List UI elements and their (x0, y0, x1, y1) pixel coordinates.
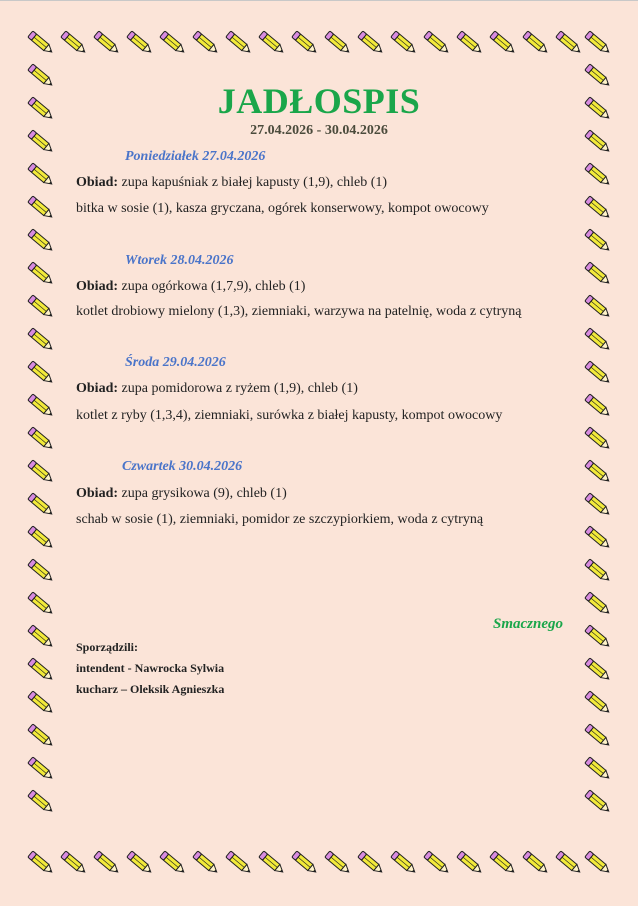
pencil-icon (521, 848, 551, 878)
pencil-icon (521, 28, 551, 58)
pencil-icon (26, 688, 56, 718)
pencil-icon (583, 292, 613, 322)
pencil-icon (26, 754, 56, 784)
pencil-icon (257, 848, 287, 878)
pencil-icon (583, 424, 613, 454)
wednesday-soup-line (76, 381, 358, 397)
monday-soup-line (76, 175, 387, 191)
pencil-icon (26, 589, 56, 619)
pencil-icon (583, 787, 613, 817)
pencil-icon (125, 848, 155, 878)
staff-intendent: intendent - Nawrocka Sylwia (76, 661, 225, 675)
prepared-by-label: Sporządzili: (76, 640, 138, 654)
obiad-label: Obiad: (76, 381, 119, 396)
pencil-icon (583, 622, 613, 652)
staff-cook: kucharz – Oleksik Agnieszka (76, 682, 225, 696)
closing-text: Smacznego (493, 616, 564, 632)
pencil-icon (26, 292, 56, 322)
pencil-icon (583, 193, 613, 223)
pencil-icon (224, 28, 254, 58)
pencil-icon (158, 28, 188, 58)
pencil-icon (59, 848, 89, 878)
pencil-icon (59, 28, 89, 58)
pencil-icon (583, 848, 613, 878)
pencil-icon (488, 848, 518, 878)
pencil-icon (26, 391, 56, 421)
pencil-icon (583, 358, 613, 388)
pencil-icon (583, 391, 613, 421)
pencil-icon (26, 490, 56, 520)
wednesday-main: kotlet z ryby (1,3,4), ziemniaki, surówka z białej kapusty, kompot owocowy (76, 408, 503, 423)
pencil-icon (26, 457, 56, 487)
pencil-icon (488, 28, 518, 58)
wednesday-soup: zupa pomidorowa z ryżem (1,9), chleb (1) (118, 381, 358, 396)
pencil-icon (26, 424, 56, 454)
pencil-icon (191, 28, 221, 58)
pencil-icon (26, 28, 56, 58)
pencil-icon (583, 160, 613, 190)
pencil-icon (554, 848, 584, 878)
thursday-soup: zupa grysikowa (9), chleb (1) (118, 486, 287, 501)
day-heading-thursday: Czwartek 30.04.2026 (122, 459, 243, 474)
tuesday-soup-line (76, 279, 305, 295)
obiad-label: Obiad: (76, 486, 119, 501)
pencil-icon (26, 259, 56, 289)
tuesday-soup: zupa ogórkowa (1,7,9), chleb (1) (118, 279, 306, 294)
pencil-icon (125, 28, 155, 58)
pencil-icon (583, 655, 613, 685)
pencil-icon (26, 226, 56, 256)
pencil-icon (583, 325, 613, 355)
pencil-icon (26, 160, 56, 190)
pencil-icon (158, 848, 188, 878)
pencil-icon (26, 787, 56, 817)
pencil-icon (422, 848, 452, 878)
tuesday-main: kotlet drobiowy mielony (1,3), ziemniaki, warzywa na patelnię, woda z cytryną (76, 304, 522, 319)
pencil-icon (583, 754, 613, 784)
monday-main: bitka w sosie (1), kasza gryczana, ogórek konserwowy, kompot owocowy (76, 201, 489, 216)
pencil-icon (26, 655, 56, 685)
pencil-icon (26, 193, 56, 223)
page-edge (0, 0, 638, 1)
pencil-icon (422, 28, 452, 58)
page-title: JADŁOSPIS (217, 81, 421, 121)
pencil-icon (389, 28, 419, 58)
pencil-icon (26, 622, 56, 652)
pencil-icon (191, 848, 221, 878)
thursday-main: schab w sosie (1), ziemniaki, pomidor ze szczypiorkiem, woda z cytryną (76, 512, 484, 527)
day-heading-tuesday: Wtorek 28.04.2026 (125, 253, 234, 268)
pencil-icon (356, 848, 386, 878)
pencil-icon (26, 556, 56, 586)
pencil-icon (583, 490, 613, 520)
pencil-icon (26, 848, 56, 878)
date-range: 27.04.2026 - 30.04.2026 (250, 123, 388, 138)
pencil-icon (583, 589, 613, 619)
pencil-icon (455, 848, 485, 878)
pencil-icon (583, 259, 613, 289)
pencil-icon (323, 28, 353, 58)
pencil-icon (26, 721, 56, 751)
pencil-icon (583, 523, 613, 553)
pencil-icon (389, 848, 419, 878)
obiad-label: Obiad: (76, 279, 119, 294)
pencil-icon (92, 848, 122, 878)
pencil-icon (26, 358, 56, 388)
pencil-icon (583, 457, 613, 487)
obiad-label: Obiad: (76, 175, 119, 190)
day-heading-wednesday: Środa 29.04.2026 (125, 355, 226, 370)
pencil-icon (583, 556, 613, 586)
pencil-icon (290, 848, 320, 878)
pencil-icon (257, 28, 287, 58)
pencil-icon (583, 721, 613, 751)
monday-soup: zupa kapuśniak z białej kapusty (1,9), chleb (1) (118, 175, 388, 190)
pencil-icon (92, 28, 122, 58)
pencil-icon (26, 523, 56, 553)
pencil-icon (290, 28, 320, 58)
pencil-icon (583, 226, 613, 256)
pencil-icon (583, 28, 613, 58)
pencil-icon (323, 848, 353, 878)
thursday-soup-line (76, 486, 287, 502)
pencil-icon (554, 28, 584, 58)
pencil-icon (455, 28, 485, 58)
pencil-icon (26, 325, 56, 355)
pencil-icon (224, 848, 254, 878)
day-heading-monday: Poniedziałek 27.04.2026 (125, 149, 266, 164)
pencil-icon (583, 688, 613, 718)
pencil-icon (356, 28, 386, 58)
